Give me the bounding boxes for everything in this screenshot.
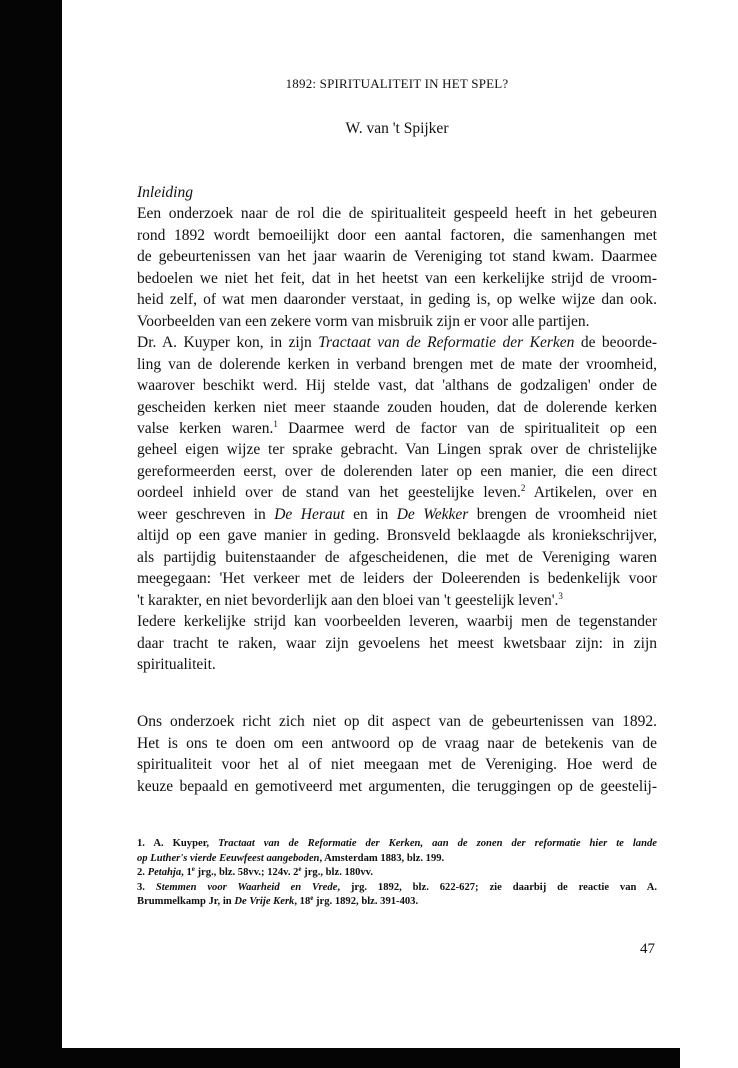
- ordinal-marker: e: [191, 865, 195, 873]
- title-reference: Tractaat van de Reformatie der Kerken, aan de zonen der reformatie hier te lande: [218, 838, 657, 849]
- text-line: meegegaan: 'Het verkeer met de leiders der Doleerenden is bedenkelijk voor: [137, 570, 657, 588]
- text-run: , 1: [181, 867, 192, 878]
- footnote-1-cont: [137, 852, 657, 867]
- text-line: ling van de dolerende kerken in verband brengen met de mate der vroomheid,: [137, 355, 657, 373]
- ordinal-marker: e: [298, 865, 302, 873]
- text-run: jrg. 1892, blz. 391-403.: [313, 896, 419, 907]
- text-run: brengen de vroomheid niet: [468, 505, 657, 523]
- text-run: jrg., blz. 58vv.; 124v. 2: [194, 867, 299, 878]
- footnote-ref-3[interactable]: 3: [558, 590, 563, 601]
- text-line: gescheiden kerken niet meer staande zouden houden, dat de dolerende kerken: [137, 398, 657, 416]
- text-line: Een onderzoek naar de rol die de spiritualiteit gespeeld heeft in het gebeuren: [137, 205, 657, 223]
- text-run: 1. A. Kuyper,: [137, 838, 219, 849]
- text-run: Artikelen, over en: [525, 484, 657, 502]
- text-line: bedoelen we niet het feit, dat in het heetst van een kerkelijke strijd de vroom-: [137, 269, 657, 287]
- text-run: 't karakter, en niet bevorderlijk aan den bloei van 't geestelijk leven'.: [137, 591, 559, 609]
- text-run: Daarmee werd de factor van de spiritualiteit op een: [277, 419, 657, 437]
- text-line: heid zelf, of wat men daaronder verstaat, in geding is, op welke wijze dan ook.: [137, 291, 657, 309]
- body-text: [137, 182, 657, 675]
- text-line: geheel eigen wijze ter sprake gebracht. Van Lingen sprak over de christelijke: [137, 441, 657, 459]
- text-run: , 18: [294, 896, 311, 907]
- text-line: [137, 418, 657, 439]
- title-reference: Tractaat van de Reformatie der Kerken: [318, 334, 575, 352]
- text-line: spiritualiteit voor het al of niet meegaan met de Vereniging. Hoe werd de: [137, 756, 657, 773]
- scan-border-bottom: [0, 1048, 680, 1068]
- text-run: , Amsterdam 1883, blz. 199.: [319, 852, 445, 864]
- title-reference: De Wekker: [396, 505, 469, 523]
- text-line: [137, 590, 657, 611]
- text-line: rond 1892 wordt bemoeilijkt door een aantal factoren, die samenhangen met: [137, 226, 657, 244]
- ordinal-marker: e: [310, 894, 314, 902]
- page-number: 47: [640, 941, 655, 957]
- title-reference: Stemmen voor Waarheid en Vrede: [155, 881, 338, 893]
- title-reference: op Luther's vierde Eeuwfeest aangeboden: [137, 852, 320, 864]
- paragraph-4: [137, 711, 657, 797]
- text-run: 2.: [137, 867, 148, 878]
- text-line: [137, 504, 657, 525]
- text-line: de gebeurtenissen van het jaar waarin de Vereniging tot stand kwam. Daarmee: [137, 248, 657, 266]
- running-title: 1892: SPIRITUALITEIT IN HET SPEL?: [285, 76, 509, 91]
- text-line: Voorbeelden van een zekere vorm van misbruik zijn er voor alle partijen.: [137, 312, 590, 330]
- text-line: keuze bepaald en gemotiveerd met argumenten, die teruggingen op de geestelij-: [137, 777, 657, 795]
- footnote-1: [137, 837, 657, 852]
- footnote-ref-1[interactable]: 1: [273, 418, 278, 429]
- text-run: Dr. A. Kuyper kon, in zijn: [137, 334, 319, 352]
- paragraph-3: [137, 611, 657, 675]
- paragraph-2: [137, 332, 657, 611]
- text-run: jrg., blz. 180vv.: [301, 867, 374, 878]
- title-reference: Petahja: [147, 867, 182, 878]
- text-run: 3.: [137, 881, 156, 893]
- scan-border-left: [0, 0, 62, 1068]
- text-run: , jrg. 1892, blz. 622-627; zie daarbij de reactie van A.: [337, 881, 657, 893]
- text-run: en in: [344, 505, 397, 523]
- text-line: daar tracht te raken, waar zijn gevoelens het meest kwetsbaar zijn: in zijn: [137, 634, 657, 652]
- title-reference: De Heraut: [274, 505, 345, 523]
- text-line: gereformeerden eerst, over de dolerenden later op een manier, die een direct: [137, 462, 657, 480]
- text-line: altijd op een gave manier in geding. Bronsveld beklaagde als kroniekschrijver,: [137, 527, 657, 545]
- text-line: [137, 482, 657, 503]
- footnote-3: [137, 881, 657, 896]
- text-line: Het is ons te doen om een antwoord op de vraag naar de betekenis van de: [137, 734, 657, 752]
- text-run: oordeel inhield over de stand van het geestelijke leven.: [137, 484, 521, 502]
- text-line: waarover beschikt werd. Hij stelde vast, dat 'althans de godzaligen' onder de: [137, 377, 657, 395]
- text-run: weer geschreven in: [137, 505, 275, 523]
- text-line: als partijdig buitenstaander de afgescheidenen, die met de Vereniging waren: [137, 548, 657, 566]
- section-heading: Inleiding: [137, 184, 193, 201]
- text-run: de beoorde-: [574, 334, 658, 352]
- author-name: W. van 't Spijker: [345, 120, 449, 137]
- text-line: spiritualiteit.: [137, 655, 216, 673]
- footnote-2: [137, 866, 657, 881]
- paragraph-1: [137, 203, 657, 332]
- text-line: Iedere kerkelijke strijd kan voorbeelden leveren, waarbij men de tegenstander: [137, 613, 657, 631]
- footnotes: [137, 837, 657, 910]
- title-reference: De Vrije Kerk: [234, 896, 295, 907]
- text-run: Brummelkamp Jr, in: [137, 896, 235, 907]
- text-run: valse kerken waren.: [137, 419, 274, 437]
- footnote-3-cont: [137, 895, 657, 910]
- text-line: Ons onderzoek richt zich niet op dit aspect van de gebeurtenissen van 1892.: [137, 713, 657, 730]
- footnote-ref-2[interactable]: 2: [520, 483, 526, 494]
- text-line: [137, 332, 657, 353]
